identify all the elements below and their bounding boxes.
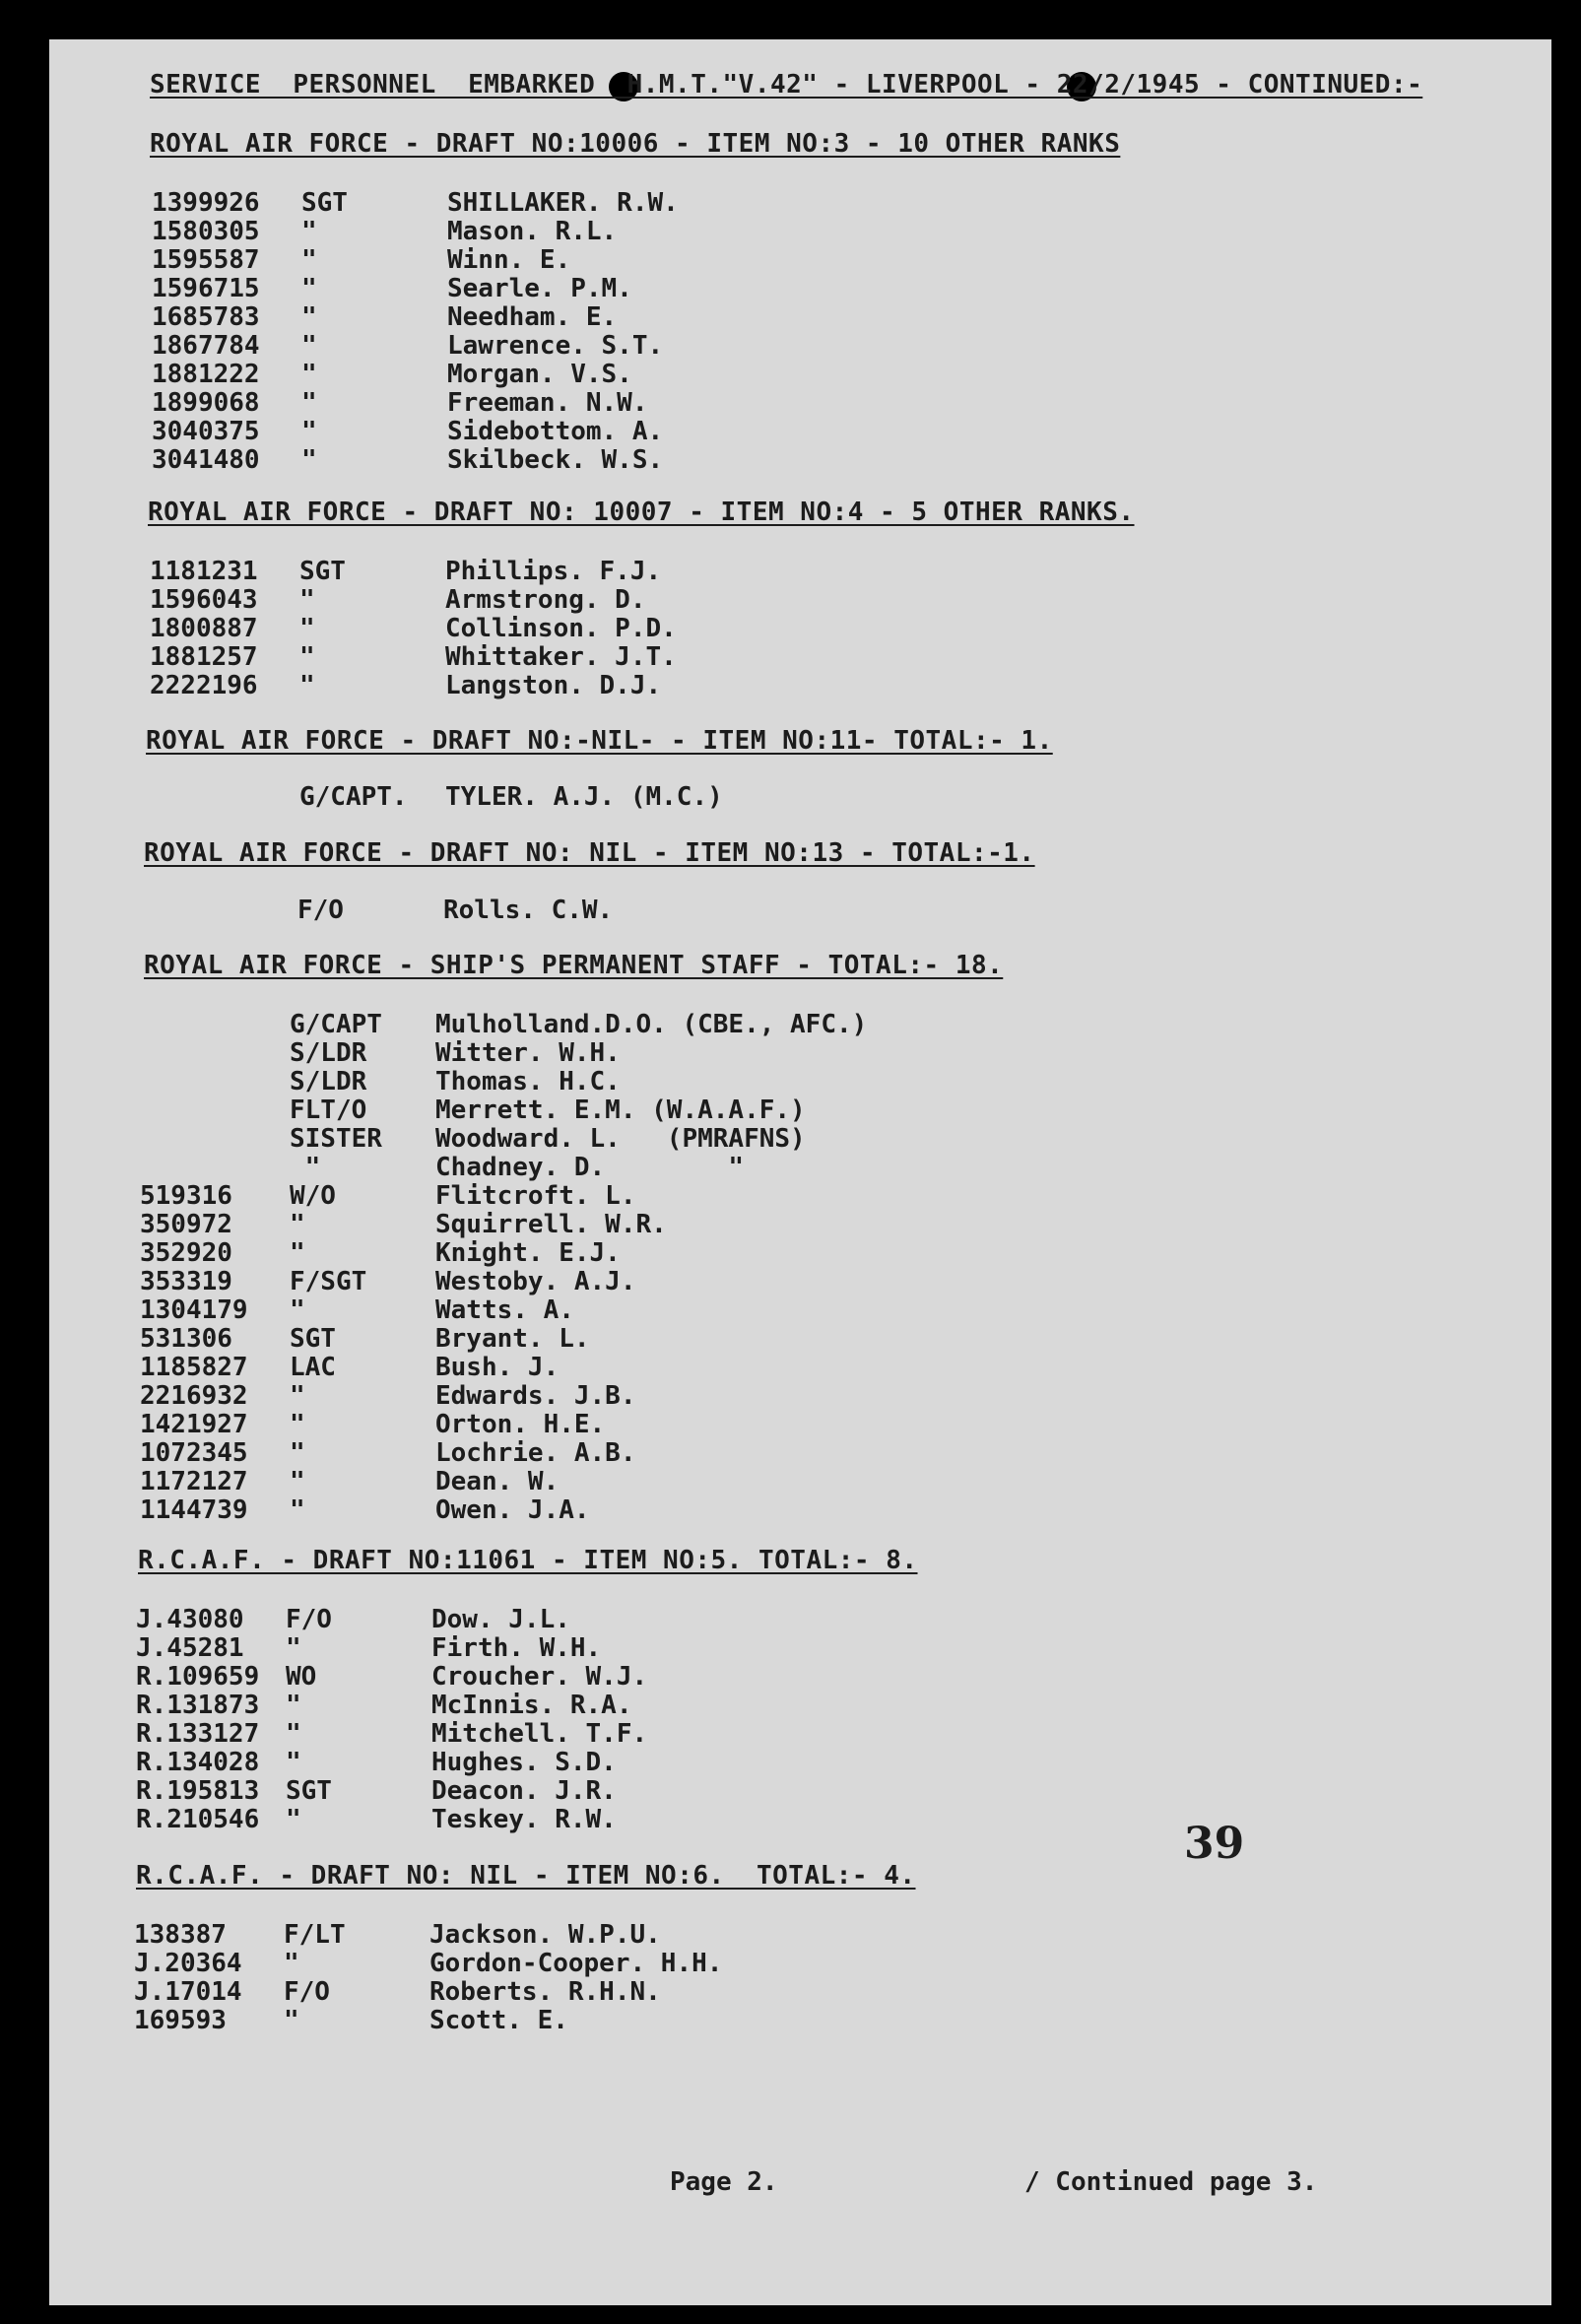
document-header: SERVICE PERSONNEL EMBARKED H.M.T."V.42" - LIVERPOOL - 22/2/1945 - CONTINUED:- (150, 70, 1423, 100)
document-sheet: SERVICE PERSONNEL EMBARKED H.M.T."V.42" - LIVERPOOL - 22/2/1945 - CONTINUED:- ROYAL AIR FORCE - DRAFT NO:10006 - ITEM NO:3 - 10 OTHER RANKS 1399926 SGT SHILLAKER. R.W. 1580305 " Mason. R.L. 1595587 " Winn. E. 1596715 " Searle. P.M. 1685783 " Needham. E. 1867784 " Lawrence. S.T. 1881222 " Morgan. V.S. 1899068 " Freeman. N.W. 3040375 " Sidebottom. A. 3041480 " Skilbeck. W.S. ROYAL AIR FORCE - DRAFT NO: 10007 - ITEM NO:4 - 5 OTHER RANKS. 1181231 SGT Phillips. F.J. 1596043 " Armstrong. D. 1800887 " Collinson. P.D. 1881257 " Whittaker. J.T. 2222196 " Langston. D.J. ROYAL AIR FORCE - DRAFT NO:-NIL- - ITEM NO:11- TOTAL:- 1. G/CAPT. TYLER. A.J. (M.C.) ROYAL AIR FORCE - DRAFT NO: NIL - ITEM NO:13 - TOTAL:-1. F/O Rolls. C.W. ROYAL AIR FORCE - SHIP'S PERMANENT STAFF - TOTAL:- 18. G/CAPT Mulholland.D.O. (CBE., AFC.) S/LDR Witter. W.H. S/LDR Thomas. H.C. FLT/O Merrett. E.M. (W.A.A.F.) SISTER Woodward. L. (PMRAFNS) " Chadney. D. " 519316 W/O Flitcroft. L. 350972 " Squirrell. W.R. 352920 " Knight. E.J. 353319 F/SGT Westoby. A.J. 1304179 " Watts. A. 531306 SGT Bryant. L. 1185827 LAC Bush. J. 2216932 " Edwards. J.B. 1421927 " Orton. H.E. 1072345 " Lochrie. A.B. 1172127 " Dean. W. 1144739 " Owen. J.A. R.C.A.F. - DRAFT NO:11061 - ITEM NO:5. TOTAL:- 8. J.43080 F/O Dow. J.L. J.45281 " Firth. W.H. R.109659 WO Croucher. W.J. R.131873 " McInnis. R.A. R.133127 " Mitchell. T.F. R.134028 " Hughes. S.D. R.195813 SGT Deacon. J.R. R.210546 " Teskey. R.W. 39 R.C.A.F. - DRAFT NO: NIL - ITEM NO:6. TOTAL:- 4. 138387 F/LT Jackson. W.P.U. J.20364 " Gordon-Cooper. H.H. J.17014 F/O Roberts. R.H.N. 169593 " Scott. E. Page 2. / Continued page 3. (49, 39, 1551, 2305)
section-heading: R.C.A.F. - DRAFT NO: NIL - ITEM NO:6. TOTAL:- 4. (136, 1861, 916, 1891)
section-heading: ROYAL AIR FORCE - DRAFT NO: 10007 - ITEM NO:4 - 5 OTHER RANKS. (148, 498, 1135, 527)
section-heading: ROYAL AIR FORCE - SHIP'S PERMANENT STAFF - TOTAL:- 18. (144, 951, 1004, 980)
continued-note: / Continued page 3. (1024, 2167, 1318, 2197)
section-heading: ROYAL AIR FORCE - DRAFT NO:-NIL- - ITEM NO:11- TOTAL:- 1. (146, 726, 1053, 756)
section-heading: ROYAL AIR FORCE - DRAFT NO:10006 - ITEM NO:3 - 10 OTHER RANKS (150, 129, 1121, 159)
folio-number: 39 (1184, 1819, 1245, 1869)
section-heading: R.C.A.F. - DRAFT NO:11061 - ITEM NO:5. TOTAL:- 8. (138, 1546, 918, 1575)
page-number: Page 2. (670, 2167, 778, 2197)
section-heading: ROYAL AIR FORCE - DRAFT NO: NIL - ITEM NO:13 - TOTAL:-1. (144, 838, 1035, 868)
